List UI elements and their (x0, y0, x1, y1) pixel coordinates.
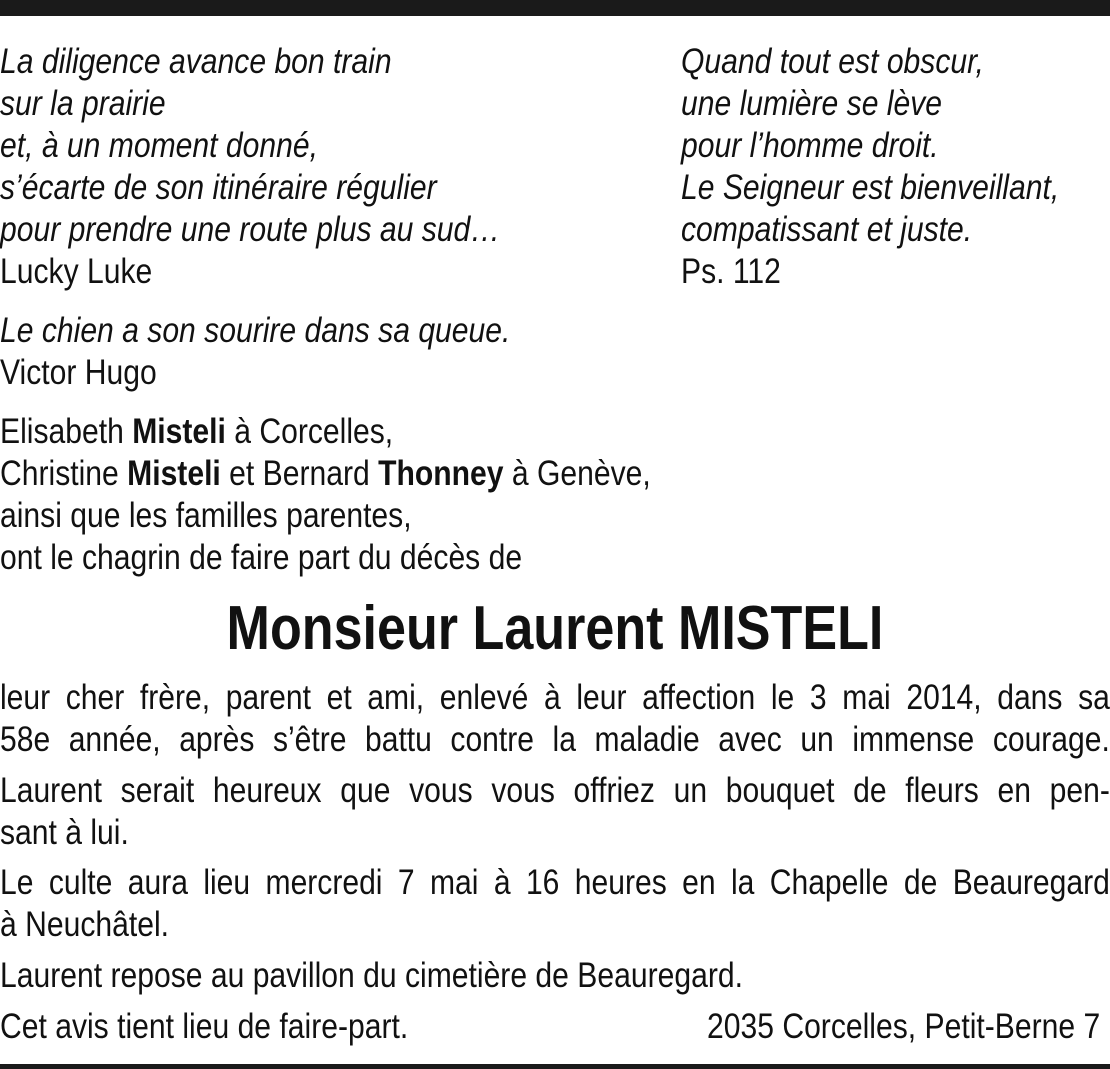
quote-left-line: pour prendre une route plus au sud… (0, 210, 501, 249)
body-line: leur cher frère, parent et ami, enlevé à leur affection le 3 mai 2014, dans sa (0, 678, 1110, 717)
family-line (0, 453, 651, 495)
top-rule (0, 0, 1110, 16)
family-surname: Thonney (378, 454, 504, 493)
bottom-rule (0, 1064, 1110, 1069)
family-location: à Genève, (503, 454, 651, 493)
body-line: Laurent repose au pavillon du cimetière de Beauregard. (0, 956, 743, 995)
quote-hugo-author: Victor Hugo (0, 353, 157, 392)
quote-right-line: une lumière se lève (681, 84, 943, 123)
quote-hugo-text: Le chien a son sourire dans sa queue. (0, 311, 511, 350)
body-line: à Neuchâtel. (0, 905, 170, 944)
family-location: à Corcelles, (225, 412, 394, 451)
body-line: Laurent serait heureux que vous vous offriez un bouquet de fleurs en pen- (0, 771, 1110, 810)
quote-right-line: Quand tout est obscur, (681, 42, 984, 81)
quote-right-line: pour l’homme droit. (681, 126, 939, 165)
deceased-name (0, 594, 1110, 664)
quote-left-line: sur la prairie (0, 84, 166, 123)
address: 2035 Corcelles, Petit-Berne 7 (706, 1007, 1100, 1046)
body-line: Cet avis tient lieu de faire-part. (0, 1007, 409, 1046)
quote-left-line: s’écarte de son itinéraire régulier (0, 168, 437, 207)
quote-right-author: Ps. 112 (681, 252, 781, 291)
body-line: sant à lui. (0, 813, 129, 852)
body-line: Le culte aura lieu mercredi 7 mai à 16 heures en la Chapelle de Beauregard (0, 863, 1110, 902)
family-line (0, 411, 393, 453)
family-first-name: Christine (0, 454, 128, 493)
deceased-name-text: Monsieur Laurent MISTELI (226, 594, 884, 663)
quote-left-line: et, à un moment donné, (0, 126, 318, 165)
quote-right-line: Le Seigneur est bienveillant, (681, 168, 1060, 207)
body-line: 58e année, après s’être battu contre la maladie avec un immense courage. (0, 720, 1110, 759)
quote-right-line: compatissant et juste. (681, 210, 973, 249)
family-connector: et Bernard (220, 454, 379, 493)
family-line: ainsi que les familles parentes, (0, 496, 412, 535)
family-line: ont le chagrin de faire part du décès de (0, 538, 523, 577)
quote-left-line: La diligence avance bon train (0, 42, 392, 81)
quote-left-author: Lucky Luke (0, 252, 153, 291)
family-surname: Misteli (132, 412, 226, 451)
family-surname: Misteli (127, 454, 221, 493)
family-first-name: Elisabeth (0, 412, 133, 451)
